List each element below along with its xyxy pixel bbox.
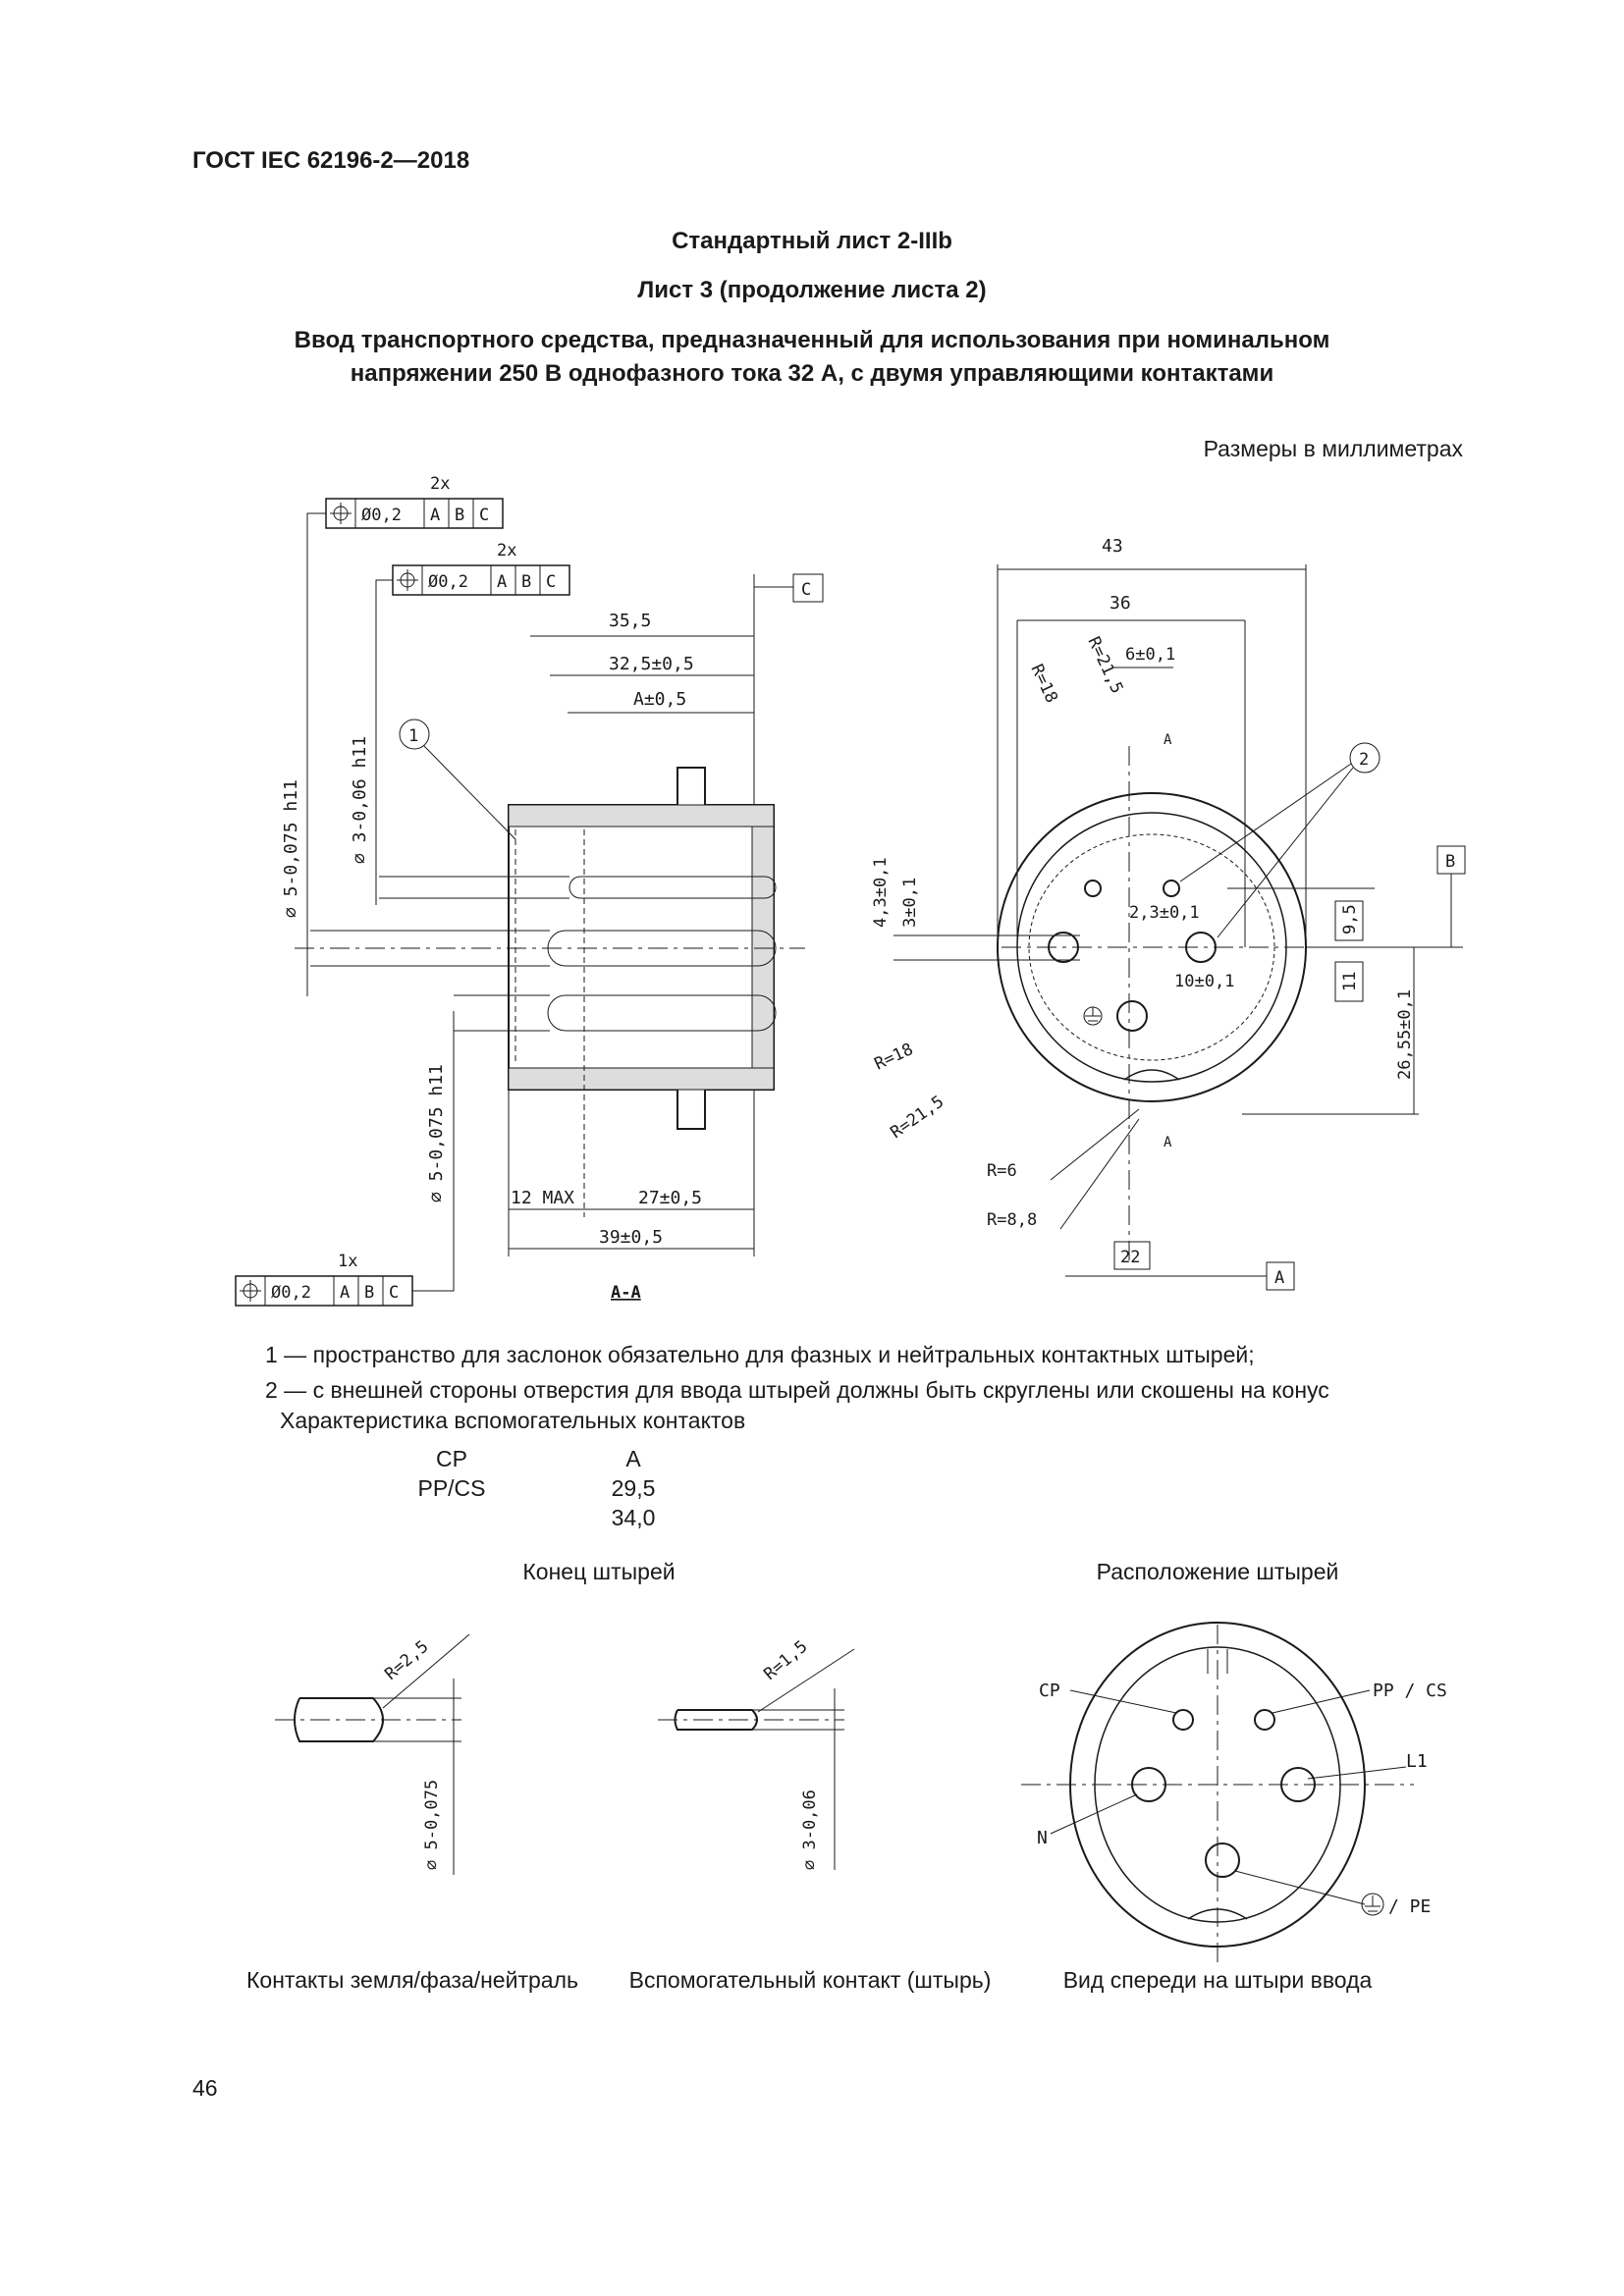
pin-end-r25: R=2,5 [381,1636,433,1684]
pin-end-ground [275,1634,469,1875]
aux-table-col-1 [398,1444,506,1503]
callout-1-label: 1 [408,726,419,746]
frame-1-datum-b: B [455,506,465,525]
label-l1: L1 [1406,1751,1428,1772]
dim-a: A±0,5 [633,689,687,710]
caption-front: Вид спереди на штыри ввода [1062,1967,1373,1993]
pin-end-dia3: ⌀ 3-0,06 [800,1789,820,1870]
label-ppcs: PP / CS [1373,1681,1447,1701]
pin-drawings [0,1590,1624,1973]
dim-r21-5-top: R=21,5 [1083,633,1127,697]
dim-2-3: 2,3±0,1 [1129,903,1200,923]
datum-b-label: B [1445,852,1456,872]
front-view [871,536,1465,1290]
dim-r6: R=6 [987,1161,1017,1181]
frame-3-tolerance: Ø0,2 [271,1283,311,1303]
frame-2x-label-1: 2x [430,474,451,494]
dim-12-max: 12 MAX [511,1188,575,1208]
pin-end-dia5: ⌀ 5-0,075 [422,1779,442,1870]
caption-ground: Контакты земля/фаза/нейтраль [246,1967,578,1993]
dim-32-5: 32,5±0,5 [609,654,694,674]
feature-frame-2 [393,565,569,595]
document-title [0,324,1624,391]
dim-43: 43 [1102,536,1123,557]
sheet-title: Стандартный лист 2-IIIb [672,228,952,254]
aux-cell: CP [436,1446,467,1471]
frame-2-tolerance: Ø0,2 [428,572,468,592]
pin-ppcs [1255,1710,1274,1730]
frame-1x-label: 1x [338,1252,358,1271]
label-pe: / PE [1388,1896,1432,1917]
title-line-2: напряжении 250 В однофазного тока 32 А, с двумя управляющими контактами [350,360,1274,387]
subsheet-title: Лист 3 (продолжение листа 2) [637,277,987,303]
pin-end-aux [658,1637,854,1870]
pin-layout-title: Расположение штырей [1096,1559,1339,1584]
aux-cell: 34,0 [611,1505,656,1530]
units-note: Размеры в миллиметрах [1203,436,1463,461]
pin-layout-front [1021,1623,1447,1963]
dim-26-55: 26,55±0,1 [1395,988,1415,1080]
frame-1-datum-a: A [430,506,441,525]
dim-r21-5-bottom: R=21,5 [887,1092,948,1144]
section-arrow-a-top: A [1164,732,1172,748]
dim-3: 3±0,1 [900,877,920,928]
dim-dia-5: ⌀ 5-0,075 h11 [281,779,301,918]
dim-r18-bottom: R=18 [871,1040,917,1075]
page-number: 46 [192,2075,218,2101]
pin-top [569,877,776,898]
callout-2-label: 2 [1359,750,1370,770]
dim-6: 6±0,1 [1125,645,1176,665]
dim-4-3: 4,3±0,1 [871,857,891,928]
dim-11: 11 [1340,971,1360,991]
datum-a-label: A [1274,1268,1285,1288]
dim-dia-3: ⌀ 3-0,06 h11 [350,735,370,864]
frame-3-datum-b: B [364,1283,375,1303]
label-n: N [1037,1828,1048,1848]
pin-end-r15: R=1,5 [760,1636,812,1684]
section-view [236,474,823,1306]
pin-hole-ppcs [1164,881,1179,896]
aux-title: Характеристика вспомогательных контактов [280,1408,746,1433]
note-1: 1 — пространство для заслонок обязательно для фазных и нейтральных контактных штырей; [265,1342,1255,1367]
frame-2-datum-a: A [497,572,508,592]
dim-22: 22 [1120,1248,1141,1267]
dim-36: 36 [1110,593,1131,614]
frame-2x-label-2: 2x [497,541,517,561]
dim-35-5: 35,5 [609,611,652,631]
feature-frame-1 [326,499,503,528]
frame-1-datum-c: C [479,506,490,525]
feature-frame-3 [236,1276,412,1306]
title-line-1: Ввод транспортного средства, предназначенный для использования при номинальном [294,327,1330,353]
pin-bottom [548,995,776,1031]
dim-10: 10±0,1 [1174,972,1235,991]
section-label: A-A [611,1283,641,1303]
dim-39: 39±0,5 [599,1227,664,1248]
frame-3-datum-a: A [340,1283,351,1303]
pin-hole-pe [1117,1001,1147,1031]
dim-r8-8: R=8,8 [987,1210,1038,1230]
frame-2-datum-c: C [546,572,557,592]
pin-end-title: Конец штырей [522,1559,676,1584]
dim-r18-top: R=18 [1026,661,1061,707]
aux-table-col-2 [599,1444,668,1532]
key-notch [1124,1070,1179,1080]
aux-cell: PP/CS [417,1475,486,1501]
frame-3-datum-c: C [389,1283,400,1303]
frame-1-tolerance: Ø0,2 [361,506,402,525]
note-2: 2 — с внешней стороны отверстия для ввода штырей должны быть скруглены или скошены на конус [265,1377,1329,1403]
pin-hole-cp [1085,881,1101,896]
technical-drawing [0,461,1624,1325]
label-cp: CP [1039,1681,1060,1701]
frame-2-datum-b: B [521,572,532,592]
datum-c-label: C [801,580,812,600]
caption-aux: Вспомогательный контакт (штырь) [628,1967,992,1993]
standard-header: ГОСТ IEC 62196-2—2018 [192,147,470,174]
dim-27: 27±0,5 [638,1188,703,1208]
aux-cell: 29,5 [611,1475,656,1501]
section-arrow-a-bottom: A [1164,1135,1172,1150]
pin-pe [1206,1843,1239,1877]
dim-dia-5-lower: ⌀ 5-0,075 h11 [426,1064,447,1202]
aux-cell: A [625,1446,641,1471]
dim-9-5: 9,5 [1340,904,1360,934]
notes [265,1337,1329,1408]
